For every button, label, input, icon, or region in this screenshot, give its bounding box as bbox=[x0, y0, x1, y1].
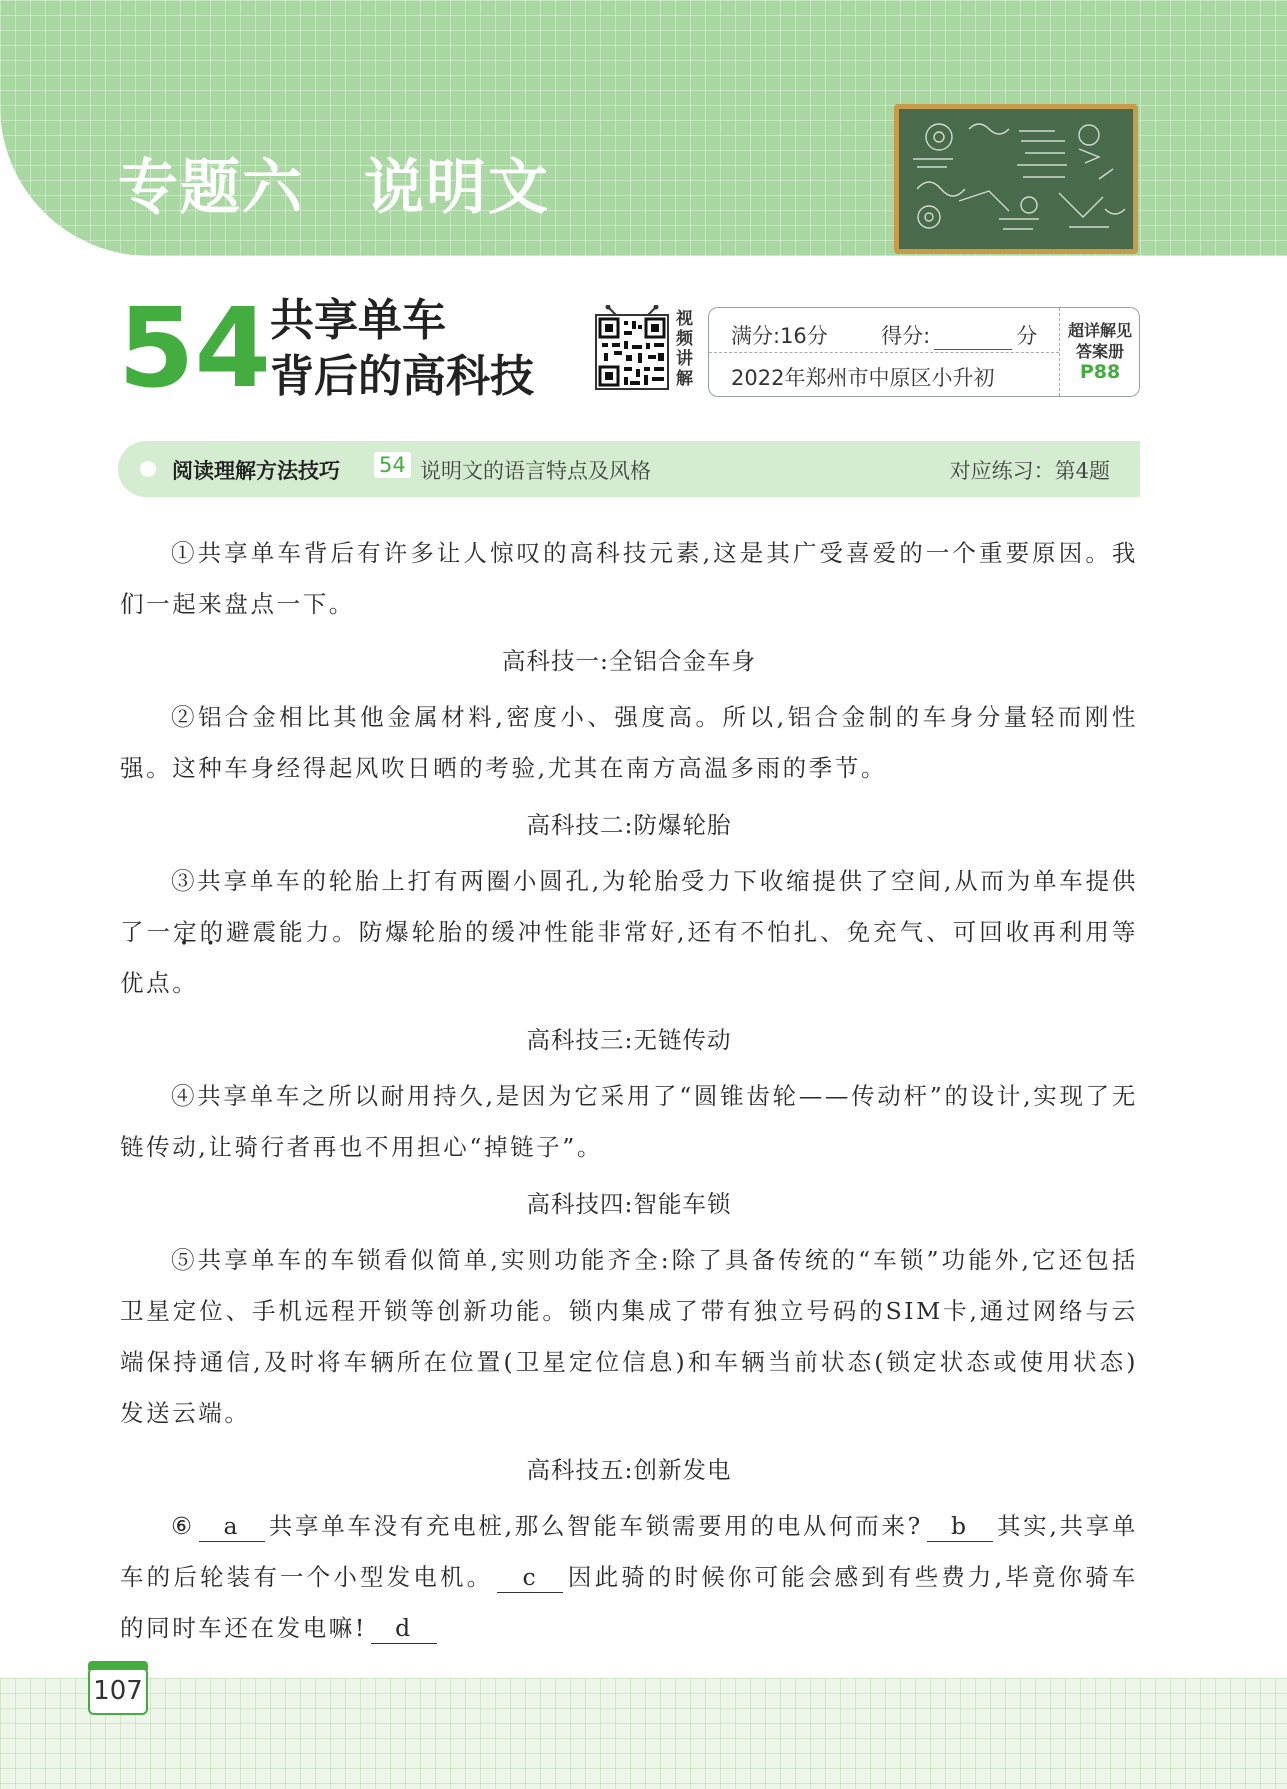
topic-name: 说明文 bbox=[364, 153, 550, 223]
paragraph-1: ①共享单车背后有许多让人惊叹的高科技元素,这是其广受喜爱的一个重要原因。我们一起来盘点一下。 bbox=[120, 539, 1138, 618]
score-row bbox=[731, 320, 1037, 350]
answer-line1: 超详解见 bbox=[1067, 321, 1132, 340]
full-score: 满分:16分 bbox=[731, 324, 828, 348]
paragraph-6-text: 其实,共享单车的后轮装有一个小型发电机。 bbox=[120, 1512, 1138, 1591]
section-heading-1: 高科技一:全铝合金车身 bbox=[502, 647, 756, 675]
topic-label: 专题六 bbox=[118, 153, 304, 223]
paragraph-3-text: ③共享单车的轮胎上打有两圈小圆孔,为轮胎受力下收缩提供了空间,从而为单车提供了 bbox=[120, 867, 1138, 946]
lesson-number: 54 bbox=[118, 284, 272, 412]
answer-blank-c[interactable]: c bbox=[497, 1562, 563, 1593]
section-heading-5: 高科技五:创新发电 bbox=[526, 1456, 732, 1484]
method-topic: 说明文的语言特点及风格 bbox=[420, 459, 651, 483]
method-number: 54 bbox=[374, 452, 411, 478]
emphasis-mark: 一 bbox=[146, 918, 174, 946]
lesson-title bbox=[270, 293, 534, 405]
section-heading-3: 高科技三:无链传动 bbox=[526, 1026, 732, 1054]
qr-label-char: 解 bbox=[676, 369, 693, 389]
qr-label-char: 讲 bbox=[676, 349, 693, 369]
paragraph-2: ②铝合金相比其他金属材料,密度小、强度高。所以,铝合金制的车身分量轻而刚性强。这种车身经得起风吹日晒的考验,尤其在南方高温多雨的季节。 bbox=[120, 703, 1138, 782]
footer-band bbox=[0, 1678, 1287, 1789]
answer-blank-b[interactable]: b bbox=[927, 1511, 993, 1542]
lesson-title-line2: 背后的高科技 bbox=[270, 351, 534, 402]
chalkboard-image bbox=[894, 104, 1138, 254]
section-heading-4: 高科技四:智能车锁 bbox=[526, 1190, 732, 1218]
answer-line2: 答案册 bbox=[1075, 342, 1124, 361]
info-vertical-divider bbox=[1059, 308, 1060, 396]
answer-reference bbox=[1061, 320, 1139, 383]
paragraph-5: ⑤共享单车的车锁看似简单,实则功能齐全:除了具备传统的“车锁”功能外,它还包括卫星定位、手机远程开锁等创新功能。锁内集成了带有独立号码的SIM卡,通过网络与云端保持通信,及时将车辆所在位置(卫星定位信息)和车辆当前状态(锁定状态或使用状态)发送云端。 bbox=[120, 1246, 1138, 1427]
qr-code[interactable] bbox=[594, 305, 670, 391]
section-heading-2: 高科技二:防爆轮胎 bbox=[526, 811, 732, 839]
article bbox=[120, 528, 1138, 1654]
paragraph-4: ④共享单车之所以耐用持久,是因为它采用了“圆锥齿轮——传动杆”的设计,实现了无链传动,让骑行者再也不用担心“掉链子”。 bbox=[120, 1082, 1138, 1161]
topic-title bbox=[118, 140, 550, 226]
lesson-title-line1: 共享单车 bbox=[270, 295, 446, 346]
method-label: 阅读理解方法技巧 bbox=[172, 459, 340, 483]
page-number: 107 bbox=[88, 1667, 148, 1715]
score-label: 得分: bbox=[881, 324, 931, 348]
answer-blank-a[interactable]: a bbox=[199, 1511, 265, 1542]
answer-page: P88 bbox=[1079, 361, 1121, 383]
paragraph-3 bbox=[120, 856, 1138, 1009]
qr-label-char: 频 bbox=[676, 329, 693, 349]
qr-code-icon bbox=[594, 305, 670, 391]
method-bar bbox=[118, 441, 1140, 497]
paragraph-6-text: 共享单车没有充电桩,那么智能车锁需要用的电从何而来? bbox=[268, 1512, 923, 1540]
info-divider bbox=[709, 352, 1059, 353]
paragraph-6-number: ⑥ bbox=[171, 1512, 195, 1540]
emphasis-mark: 定 bbox=[173, 918, 200, 946]
chalkboard-doodles bbox=[899, 109, 1133, 249]
paragraph-3-text: 的避震能力。防爆轮胎的缓冲性能非常好,还有不怕扎、免充气、可回收再利用等优点。 bbox=[120, 918, 1138, 997]
score-unit: 分 bbox=[1016, 324, 1038, 348]
qr-label-char: 视 bbox=[676, 309, 693, 329]
method-practice: 对应练习：第4题 bbox=[949, 459, 1110, 483]
bullet-dot-icon bbox=[140, 461, 156, 477]
score-info-box bbox=[708, 307, 1140, 397]
score-blank[interactable] bbox=[934, 329, 1012, 350]
paragraph-6-text: 因此骑的时候你可能会感到有些费力,毕竟你骑车的同时车还在发电嘛! bbox=[120, 1563, 1138, 1642]
qr-label bbox=[676, 309, 698, 389]
paragraph-6 bbox=[120, 1501, 1138, 1654]
source-text: 2022年郑州市中原区小升初 bbox=[731, 366, 995, 390]
answer-blank-d[interactable]: d bbox=[371, 1613, 437, 1644]
